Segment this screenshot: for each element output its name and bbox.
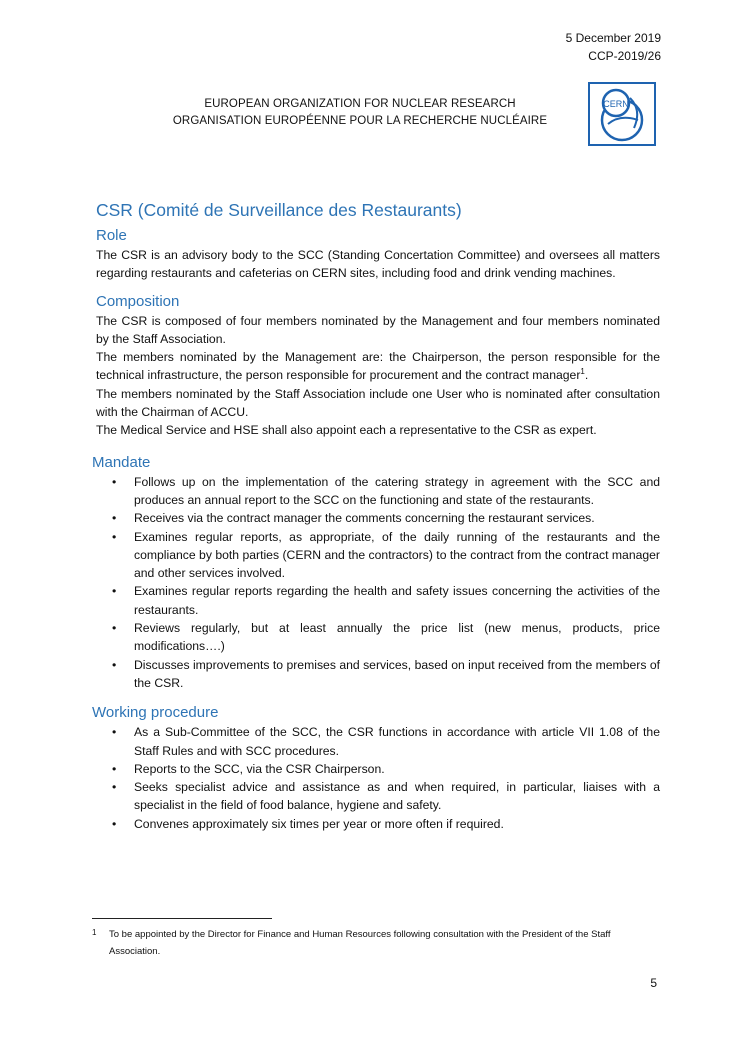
working-procedure-list [92,723,660,833]
document-date: 5 December 2019 [565,31,661,45]
list-item-text: Follows up on the implementation of the catering strategy in agreement with the SCC and produces an annual report to the SCC on the functioning and state of the restaurants. [134,474,660,507]
section-heading-working-procedure: Working procedure [92,704,219,722]
composition-paragraph-2-end: . [584,368,589,383]
composition-paragraph-3: The members nominated by the Staff Association include one User who is nominated after consultation with the Chairman of ACCU. [96,386,660,420]
document-body [92,200,660,833]
list-item-text: Reports to the SCC, via the CSR Chairperson. [134,761,385,776]
organization-name-fr: ORGANISATION EUROPÉENNE POUR LA RECHERCHE NUCLÉAIRE [172,115,548,127]
page-number: 5 [650,976,657,990]
list-item-text: Receives via the contract manager the comments concerning the restaurant services. [134,511,595,526]
list-item-text: Discusses improvements to premises and services, based on input received from the members of the CSR. [134,657,660,690]
composition-paragraph-2-text: The members nominated by the Management are: the Chairperson, the person responsible for the technical infrastructure, the person responsible for procurement and the contract manager [96,350,660,383]
bullet: • [112,474,117,489]
list-item [112,723,660,760]
bullet: • [112,584,117,599]
list-item [112,760,660,778]
organization-name-en: EUROPEAN ORGANIZATION FOR NUCLEAR RESEARCH [204,98,516,110]
bullet: • [112,780,117,795]
bullet: • [112,816,117,831]
document-reference: CCP-2019/26 [588,49,661,63]
footnote [92,926,660,960]
cern-logo [588,82,656,146]
role-text: The CSR is an advisory body to the SCC (Standing Concertation Committee) and oversees all matters regarding restaurants and cafeterias on CERN sites, including food and drink vending machines. [96,248,660,281]
list-item [112,473,660,510]
bullet: • [112,511,117,526]
footnote-text: To be appointed by the Director for Finance and Human Resources following consultation with the President of the Staff Association. [109,929,611,957]
cern-logo-text: CERN [603,99,629,109]
section-heading-composition: Composition [96,292,180,310]
organization-name [150,96,570,130]
list-item-text: As a Sub-Committee of the SCC, the CSR functions in accordance with article VII 1.08 of the Staff Rules and with SCC procedures. [134,725,660,758]
list-item [112,815,660,833]
document-title: CSR (Comité de Surveillance des Restaurants) [96,200,462,220]
mandate-list [92,473,660,693]
document-header-meta [566,29,661,65]
composition-paragraph-2 [96,348,660,385]
section-heading-role: Role [96,227,127,244]
footnote-separator [92,918,272,919]
composition-paragraph-1: The CSR is composed of four members nominated by the Management and four members nominated by the Staff Association. [96,313,660,346]
list-item-text: Examines regular reports regarding the health and safety issues concerning the activities of the restaurants. [134,584,660,617]
bullet: • [112,657,117,672]
footnote-number: 1 [92,928,97,937]
bullet: • [112,725,117,740]
list-item-text: Convenes approximately six times per year or more often if required. [134,816,504,831]
cern-logo-icon [590,84,654,144]
section-heading-mandate: Mandate [92,453,151,471]
list-item [112,619,660,656]
bullet: • [112,761,117,776]
list-item [112,582,660,619]
composition-paragraph-4: The Medical Service and HSE shall also appoint each a representative to the CSR as expert. [96,423,597,438]
list-item-text: Examines regular reports, as appropriate, of the daily running of the restaurants and the compliance by both parties (CERN and the contractors) to the contract from the contract manager and other services involved. [134,529,660,581]
bullet: • [112,621,117,636]
mandate-section [92,454,660,833]
list-item [112,656,660,693]
list-item [112,778,660,815]
bullet: • [112,529,117,544]
footnote-reference[interactable]: 1 [580,367,585,377]
list-item-text: Seeks specialist advice and assistance as and when required, in particular, liaises with a specialist in the field of food balance, hygiene and safety. [134,780,660,813]
list-item-text: Reviews regularly, but at least annually the price list (new menus, products, price modifications….) [134,621,660,654]
list-item [112,528,660,583]
list-item [112,509,660,527]
